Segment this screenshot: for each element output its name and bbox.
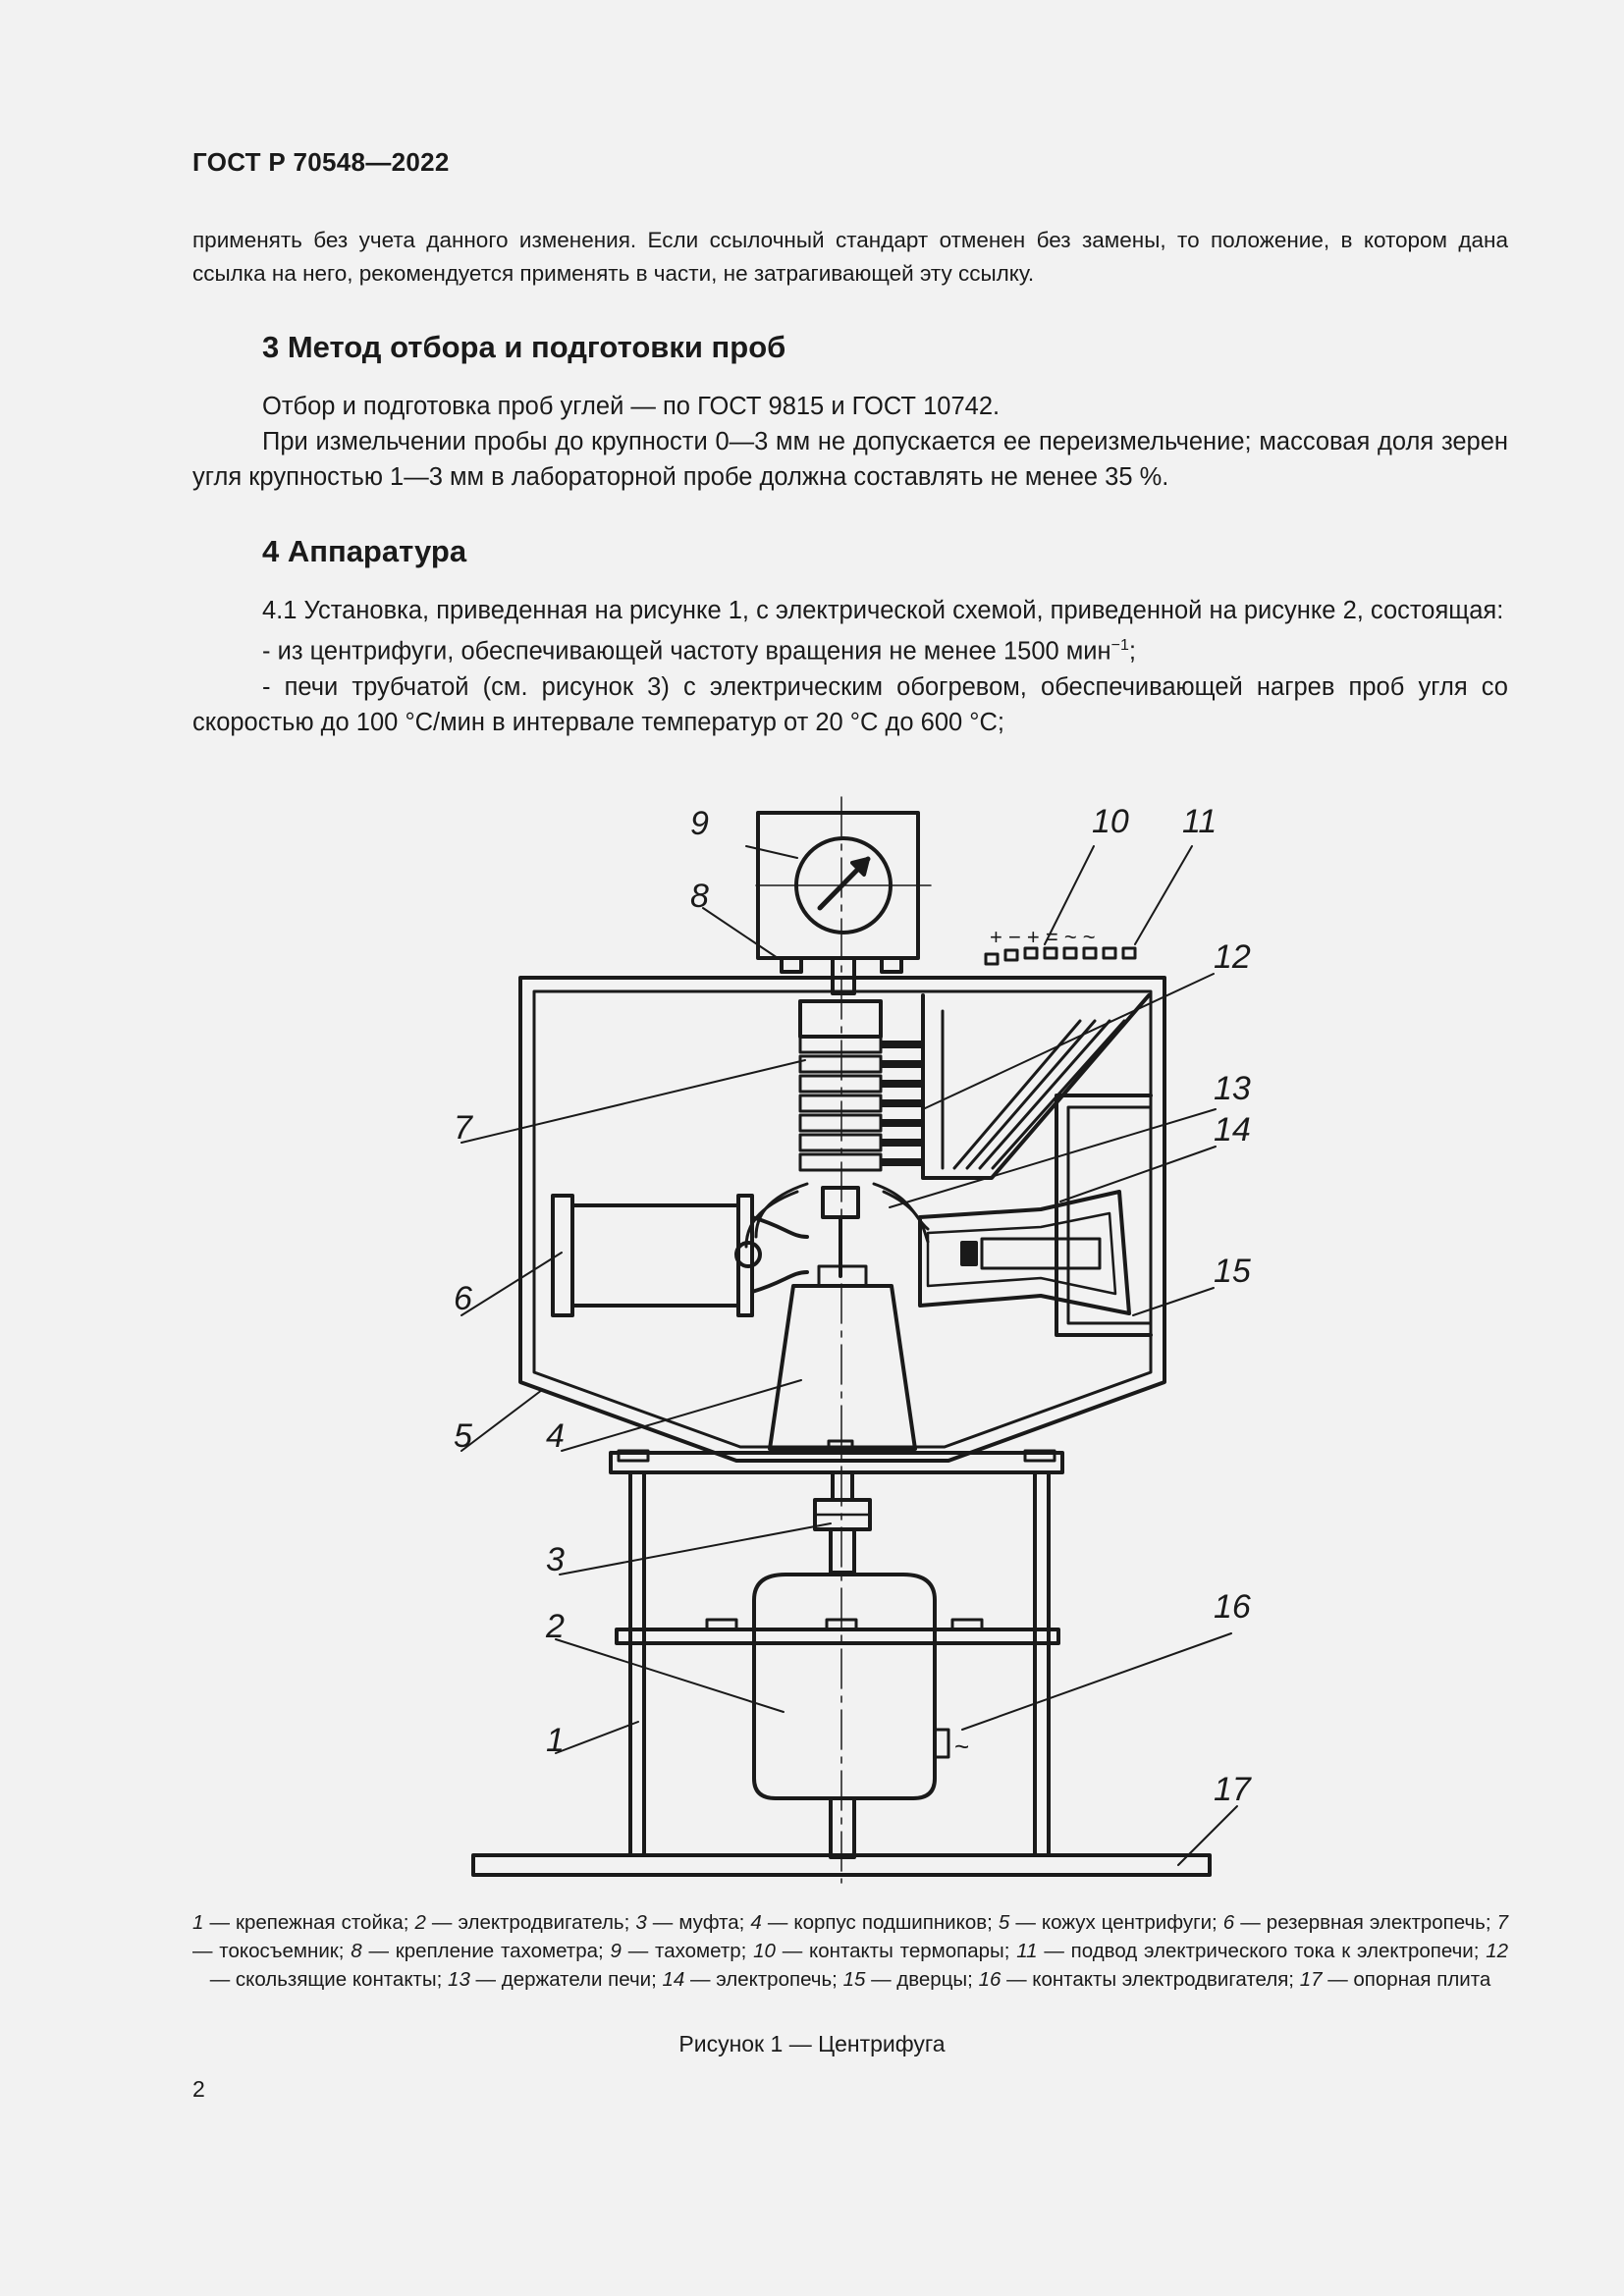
legend-number: 7 bbox=[1496, 1911, 1508, 1934]
motor-plate bbox=[617, 1629, 1058, 1643]
label-10: 10 bbox=[1092, 803, 1129, 840]
label-1: 1 bbox=[546, 1722, 565, 1759]
label-8: 8 bbox=[690, 878, 709, 915]
motor-contacts bbox=[935, 1730, 948, 1757]
legend-text: — кожух центрифуги; bbox=[1009, 1911, 1223, 1934]
legend-number: 14 bbox=[662, 1968, 685, 1991]
legend-number: 17 bbox=[1299, 1968, 1323, 1991]
document-header: ГОСТ Р 70548—2022 bbox=[192, 147, 450, 177]
legend-text: — крепление тахометра; bbox=[361, 1940, 611, 1962]
label-13: 13 bbox=[1214, 1070, 1251, 1107]
legend-text: — опорная плита bbox=[1322, 1968, 1491, 1991]
legend-number: 2 bbox=[414, 1911, 426, 1934]
legend-text: — крепежная стойка; bbox=[203, 1911, 415, 1934]
section-4-body bbox=[192, 593, 1508, 740]
label-2: 2 bbox=[546, 1608, 565, 1645]
legend-text: — электропечь; bbox=[684, 1968, 843, 1991]
legend-text: — муфта; bbox=[646, 1911, 751, 1934]
centrifuge-drawing bbox=[0, 785, 1624, 1904]
legend-number: 4 bbox=[750, 1911, 762, 1934]
figure-caption: Рисунок 1 — Центрифуга bbox=[678, 2031, 946, 2056]
label-15: 15 bbox=[1214, 1253, 1251, 1290]
legend-number: 1 bbox=[192, 1911, 204, 1934]
figure-legend bbox=[192, 1908, 1508, 1994]
section-4-paragraph-2 bbox=[192, 628, 1508, 669]
centrifuge-text-end: ; bbox=[1128, 637, 1136, 666]
legend-text: — дверцы; bbox=[865, 1968, 979, 1991]
legend-number: 6 bbox=[1222, 1911, 1235, 1934]
label-14: 14 bbox=[1214, 1111, 1251, 1148]
legend-text: — контакты термопары; bbox=[775, 1940, 1017, 1962]
tachometer-mount-left bbox=[782, 958, 801, 972]
motor-ac-symbol: ~ bbox=[954, 1732, 970, 1761]
label-9: 9 bbox=[690, 805, 709, 842]
section-4-paragraph-1: 4.1 Установка, приведенная на рисунке 1, с электрической схемой, приведенной на рисунке 2, состоящая: bbox=[262, 597, 1504, 624]
page-number: 2 bbox=[192, 2076, 205, 2102]
legend-text: — электродвигатель; bbox=[425, 1911, 636, 1934]
label-5: 5 bbox=[454, 1417, 472, 1455]
section-4-paragraph-3: - печи трубчатой (см. рисунок 3) с электрическим обогревом, обеспечивающей нагрев проб угля со скоростью до 100 °С/мин в интервале температур от 20 °С до 600 °С; bbox=[192, 672, 1508, 736]
unit-exponent: −1 bbox=[1110, 637, 1129, 654]
label-3: 3 bbox=[546, 1541, 565, 1578]
electric-motor bbox=[754, 1575, 935, 1798]
electric-furnace bbox=[920, 1192, 1129, 1313]
centrifuge-text: - из центрифуги, обеспечивающей частоту вращения не менее 1500 мин bbox=[262, 637, 1111, 666]
bearing-housing bbox=[770, 1286, 915, 1449]
intro-paragraph: применять без учета данного изменения. Если ссылочный стандарт отменен без замены, то положение, в котором дана ссылка на него, рекомендуется применять в части, не затрагивающей эту ссылку. bbox=[192, 228, 1508, 286]
legend-number: 3 bbox=[635, 1911, 647, 1934]
legend-number: 12 bbox=[1486, 1940, 1509, 1962]
legend-number: 13 bbox=[448, 1968, 470, 1991]
label-7: 7 bbox=[454, 1109, 472, 1147]
legend-number: 9 bbox=[610, 1940, 622, 1962]
label-12: 12 bbox=[1214, 938, 1251, 976]
legend-number: 11 bbox=[1016, 1940, 1038, 1962]
legend-number: 5 bbox=[998, 1911, 1010, 1934]
legend-text: — подвод электрического тока к электропечи; bbox=[1037, 1940, 1487, 1962]
legend-number: 15 bbox=[842, 1968, 866, 1991]
legend-text: — держатели печи; bbox=[469, 1968, 663, 1991]
label-6: 6 bbox=[454, 1280, 472, 1317]
label-16: 16 bbox=[1214, 1588, 1251, 1626]
legend-text: — резервная электропечь; bbox=[1234, 1911, 1497, 1934]
legend-text: — тахометр; bbox=[621, 1940, 754, 1962]
label-4: 4 bbox=[546, 1417, 565, 1455]
legend-number: 8 bbox=[351, 1940, 362, 1962]
section-3-title: 3 Метод отбора и подготовки проб bbox=[262, 330, 786, 364]
legend-text: — корпус подшипников; bbox=[761, 1911, 999, 1934]
tachometer-mount-right bbox=[882, 958, 901, 972]
legend-number: 16 bbox=[978, 1968, 1001, 1991]
section-3-body bbox=[192, 389, 1508, 495]
label-11: 11 bbox=[1182, 803, 1218, 840]
legend-number: 10 bbox=[753, 1940, 776, 1962]
legend-text: — токосъемник; bbox=[192, 1940, 352, 1962]
legend-text: — скользящие контакты; bbox=[209, 1968, 449, 1991]
contact-symbols: + − + = ~ ~ bbox=[990, 925, 1096, 949]
section-3-paragraph-2: При измельчении пробы до крупности 0—3 мм не допускается ее переизмельчение; массовая доля зерен угля крупностью 1—3 мм в лабораторной пробе должна составлять не менее 35 %. bbox=[192, 428, 1508, 491]
sliding-contacts bbox=[881, 1041, 922, 1166]
section-4-title: 4 Аппаратура bbox=[262, 534, 467, 568]
legend-text: — контакты электродвигателя; bbox=[1001, 1968, 1300, 1991]
label-17: 17 bbox=[1214, 1771, 1251, 1808]
section-3-paragraph-1: Отбор и подготовка проб углей — по ГОСТ 9815 и ГОСТ 10742. bbox=[262, 393, 1001, 420]
